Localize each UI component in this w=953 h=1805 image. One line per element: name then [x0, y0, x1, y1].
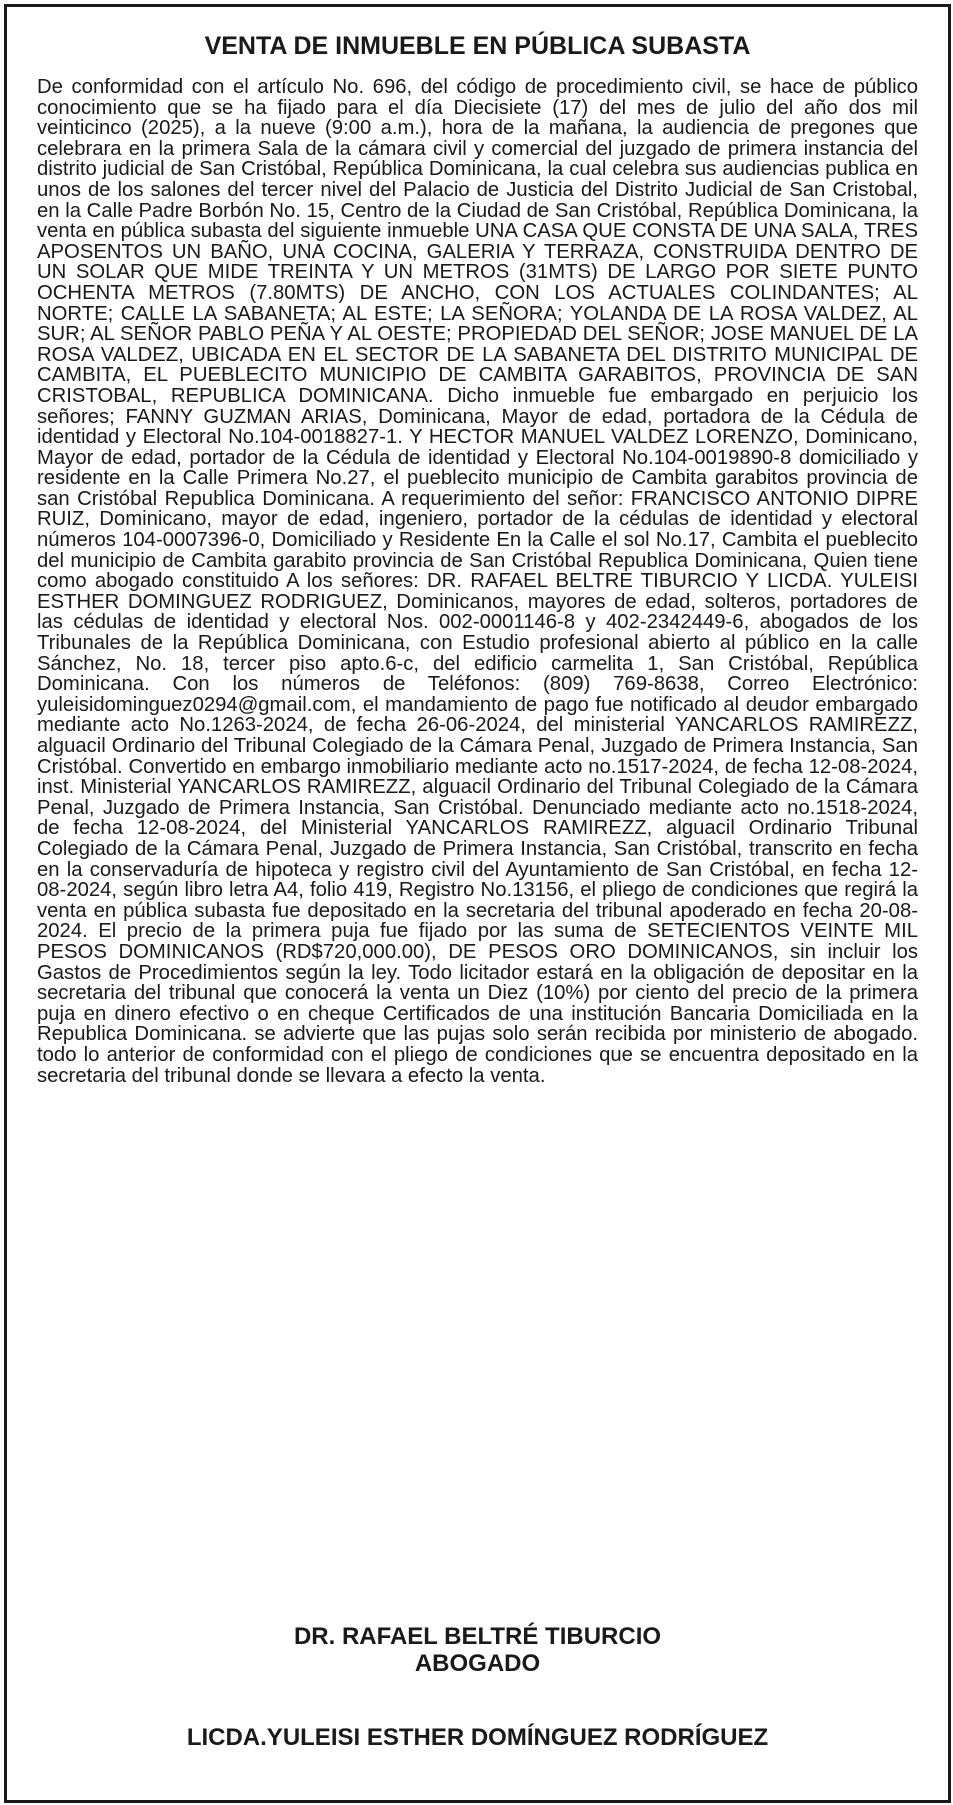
notice-body-text: De conformidad con el artículo No. 696, del código de procedimiento civil, se hace de público conocimiento que se ha fijado para el día Diecisiete (17) del mes de julio del año dos mil veinticinco (2025), a la nueve (9:00 a.m.), hora de la mañana, la audiencia de pregones que celebrara en la primera Sala de la cámara civil y comercial del juzgado de primera instancia del distrito judicial de San Cristóbal, República Dominicana, la cual celebra sus audiencias publica en unos de los salones del tercer nivel del Palacio de Justicia del Distrito Judicial de San Cristobal, en la Calle Padre Borbón No. 15, Centro de la Ciudad de San Cristóbal, República Dominicana, la venta en pública subasta del siguiente inmueble UNA CASA QUE CONSTA DE UNA SALA, TRES APOSENTOS UN BAÑO, UNA COCINA, GALERIA Y TERRAZA, CONSTRUIDA DENTRO DE UN SOLAR QUE MIDE TREINTA Y UN METROS (31MTS) DE LARGO POR SIETE PUNTO OCHENTA METROS (7.80MTS) DE ANCHO, CON LOS ACTUALES COLINDANTES; AL NORTE; CALLE LA SABANETA; AL ESTE; LA SEÑORA; YOLANDA DE LA ROSA VALDEZ, AL SUR; AL SEÑOR PABLO PEÑA Y AL OESTE; PROPIEDAD DEL SEÑOR; JOSE MANUEL DE LA ROSA VALDEZ, UBICADA EN EL SECTOR DE LA SABANETA DEL DISTRITO MUNICIPAL DE CAMBITA, EL PUEBLECITO MUNICIPIO DE CAMBITA GARABITOS, PROVINCIA DE SAN CRISTOBAL, REPUBLICA DOMINICANA. Dicho inmueble fue embargado en perjuicio los señores; FANNY GUZMAN ARIAS, Dominicana, Mayor de edad, portadora de la Cédula de identidad y Electoral No.104-0018827-1. Y HECTOR MANUEL VALDEZ LORENZO, Dominicano, Mayor de edad, portador de la Cédula de identidad y Electoral No.104-0019890-8 domiciliado y residente en la Calle Primera No.27, el pueblecito municipio de Cambita garabitos provincia de san Cristóbal Republica Dominicana. A requerimiento del señor: FRANCISCO ANTONIO DIPRE RUIZ, Dominicano, mayor de edad, ingeniero, portador de la cédulas de identidad y electoral números 104-0007396-0, Domiciliado y Residente En la Calle el sol No.17, Cambita el pueblecito del municipio de Cambita garabito provincia de San Cristóbal Republica Dominicana, Quien tiene como abogado constituido A los señores: DR. RAFAEL BELTRE TIBURCIO Y LICDA. YULEISI ESTHER DOMINGUEZ RODRIGUEZ, Dominicanos, mayores de edad, solteros, portadores de las cédulas de identidad y electoral Nos. 002-0001146-8 y 402-2342449-6, abogados de los Tribunales de la República Dominicana, con Estudio profesional abierto al público en la calle Sánchez, No. 18, tercer piso apto.6-c, del edificio carmelita 1, San Cristóbal, República Dominicana. Con los números de Teléfonos: (809) 769-8638, Correo Electrónico: yuleisidominguez0294@gmail.com, el mandamiento de pago fue notificado al deudor embargado mediante acto No.1263-2024, de fecha 26-06-2024, del ministerial YANCARLOS RAMIREZZ, alguacil Ordinario del Tribunal Colegiado de la Cámara Penal, Juzgado de Primera Instancia, San Cristóbal. Convertido en embargo inmobiliario mediante acto no.1517-2024, de fecha 12-08-2024, inst. Ministerial YANCARLOS RAMIREZZ, alguacil Ordinario del Tribunal Colegiado de la Cámara Penal, Juzgado de Primera Instancia, San Cristóbal. Denunciado mediante acto no.1518-2024, de fecha 12-08-2024, del Ministerial YANCARLOS RAMIREZZ, alguacil Ordinario Tribunal Colegiado de la Cámara Penal, Juzgado de Primera Instancia, San Cristóbal, transcrito en fecha en la conservaduría de hipoteca y registro civil del Ayuntamiento de San Cristóbal, en fecha 12-08-2024, según libro letra A4, folio 419, Registro No.13156, el pliego de condiciones que regirá la venta en pública subasta fue depositado en la secretaria del tribunal apoderado en fecha 20-08-2024. El precio de la primera puja fue fijado por las suma de SETECIENTOS VEINTE MIL PESOS DOMINICANOS (RD$720,000.00), DE PESOS ORO DOMINICANOS, sin incluir los Gastos de Procedimientos según la ley. Todo licitador estará en la obligación de depositar en la secretaria del tribunal que conocerá la venta un Diez (10%) por ciento del precio de la primera puja en dinero efectivo o en cheque Certificados de una institución Bancaria Domiciliada en la Republica Dominicana. se advierte que las pujas solo serán recibida por ministerio de abogado. todo lo anterior de conformidad con el pliego de condiciones que se encuentra depositado en la secretaria del tribunal donde se llevara a efecto la venta.: [37, 76, 918, 1087]
signature-first-name: DR. RAFAEL BELTRÉ TIBURCIO: [293, 1623, 662, 1650]
signature-second: [37, 1724, 918, 1751]
signature-first-role: ABOGADO: [414, 1650, 541, 1677]
notice-frame: [4, 4, 951, 1803]
signature-first: [37, 1623, 918, 1677]
notice-content: [37, 31, 918, 1800]
notice-title: VENTA DE INMUEBLE EN PÚBLICA SUBASTA: [204, 32, 751, 60]
signature-second-name: LICDA.YULEISI ESTHER DOMÍNGUEZ RODRÍGUEZ: [186, 1724, 769, 1751]
